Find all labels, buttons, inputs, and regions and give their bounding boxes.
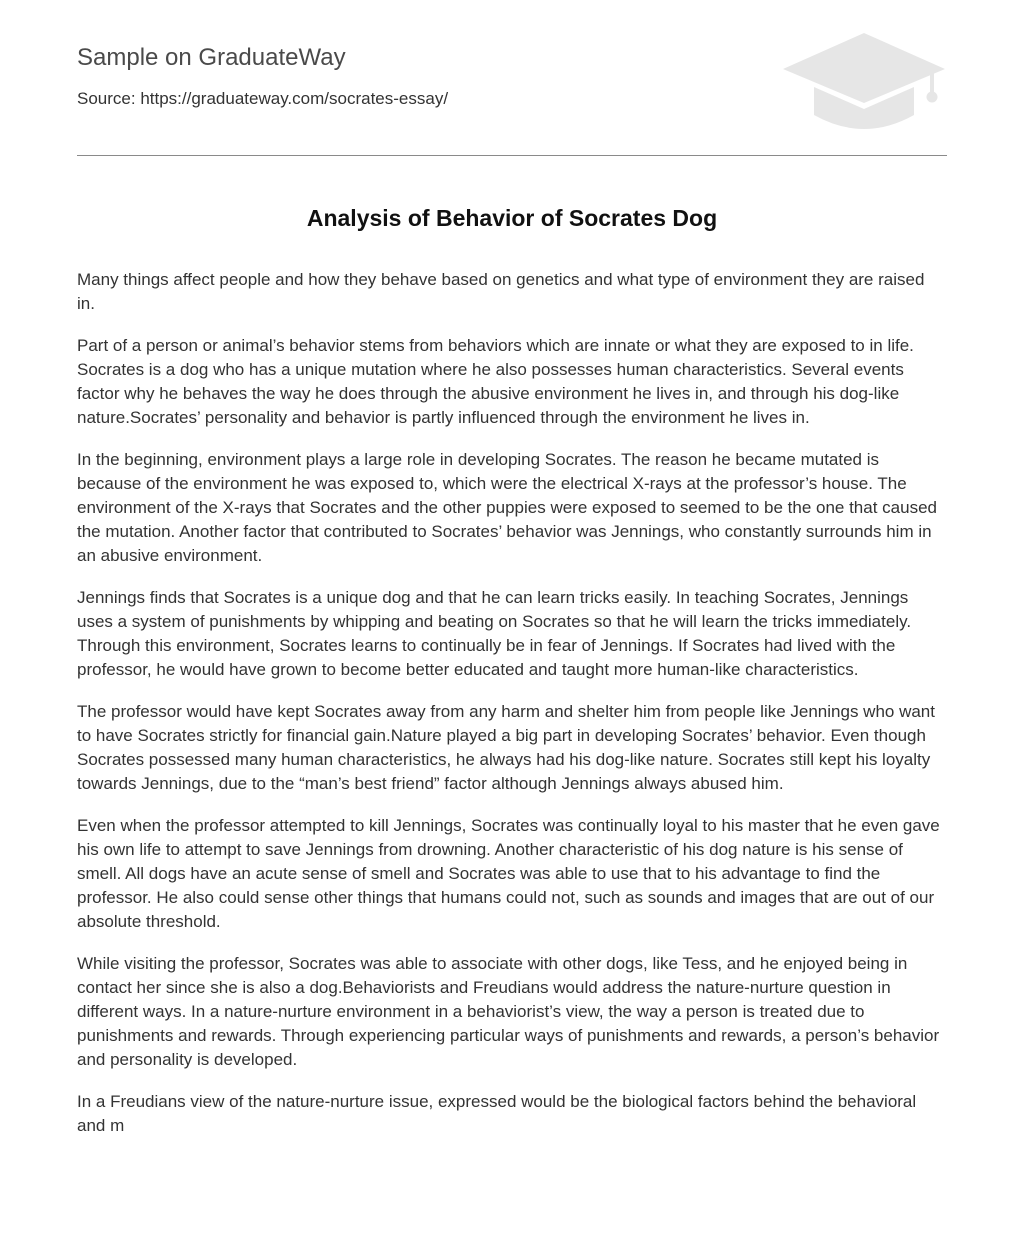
article-title: Analysis of Behavior of Socrates Dog	[306, 205, 718, 231]
paragraph: Many things affect people and how they behave based on genetics and what type of environment they are raised in.	[77, 270, 925, 313]
paragraph: In the beginning, environment plays a large role in developing Socrates. The reason he became mutated is because of the environment he was exposed to, which were the electrical X-rays at the professor’s house. The environment of the X-rays that Socrates and the other puppies were exposed to seemed to be the one that caused the mutation. Another factor that contributed to Socrates’ behavior was Jennings, who constantly surrounds him in an abusive environment.	[77, 450, 937, 565]
site-title: Sample on GraduateWay	[77, 44, 346, 71]
header-divider	[77, 155, 947, 156]
article-body	[77, 268, 947, 1156]
graduation-cap-icon	[781, 31, 947, 133]
source-label: Source:	[77, 89, 136, 108]
paragraph: In a Freudians view of the nature-nurture issue, expressed would be the biological factors behind the behavioral and m	[77, 1092, 917, 1135]
paragraph: Part of a person or animal’s behavior stems from behaviors which are innate or what they are exposed to in life. Socrates is a dog who has a unique mutation where he also possesses human characteristics. Several events factor why he behaves the way he does through the abusive environment he lives in, and through his dog-like nature.Socrates’ personality and behavior is partly influenced through the environment he lives in.	[77, 336, 914, 427]
source-line	[77, 89, 448, 109]
paragraph: While visiting the professor, Socrates was able to associate with other dogs, like Tess, and he enjoyed being in contact her since she is also a dog.Behaviorists and Freudians would address the nature-nurture question in different ways. In a nature-nurture environment in a behaviorist’s view, the way a person is treated due to punishments and rewards. Through experiencing particular ways of punishments and rewards, a person’s behavior and personality is developed.	[77, 954, 940, 1069]
paragraph: Even when the professor attempted to kill Jennings, Socrates was continually loyal to his master that he even gave his own life to attempt to save Jennings from drowning. Another characteristic of his dog nature is his sense of smell. All dogs have an acute sense of smell and Socrates was able to use that to his advantage to find the professor. He also could sense other things that humans could not, such as sounds and images that are out of our absolute threshold.	[77, 816, 940, 931]
source-link[interactable]: https://graduateway.com/socrates-essay/	[140, 89, 449, 108]
paragraph: The professor would have kept Socrates away from any harm and shelter him from people like Jennings who want to have Socrates strictly for financial gain.Nature played a big part in developing Socrates’ behavior. Even though Socrates possessed many human characteristics, he always had his dog-like nature. Socrates still kept his loyalty towards Jennings, due to the “man’s best friend” factor although Jennings always abused him.	[77, 702, 935, 793]
page-header	[77, 0, 947, 156]
paragraph: Jennings finds that Socrates is a unique dog and that he can learn tricks easily. In teaching Socrates, Jennings uses a system of punishments by whipping and beating on Socrates so that he will learn the tricks immediately. Through this environment, Socrates learns to continually be in fear of Jennings. If Socrates had lived with the professor, he would have grown to become better educated and taught more human-like characteristics.	[77, 588, 912, 679]
